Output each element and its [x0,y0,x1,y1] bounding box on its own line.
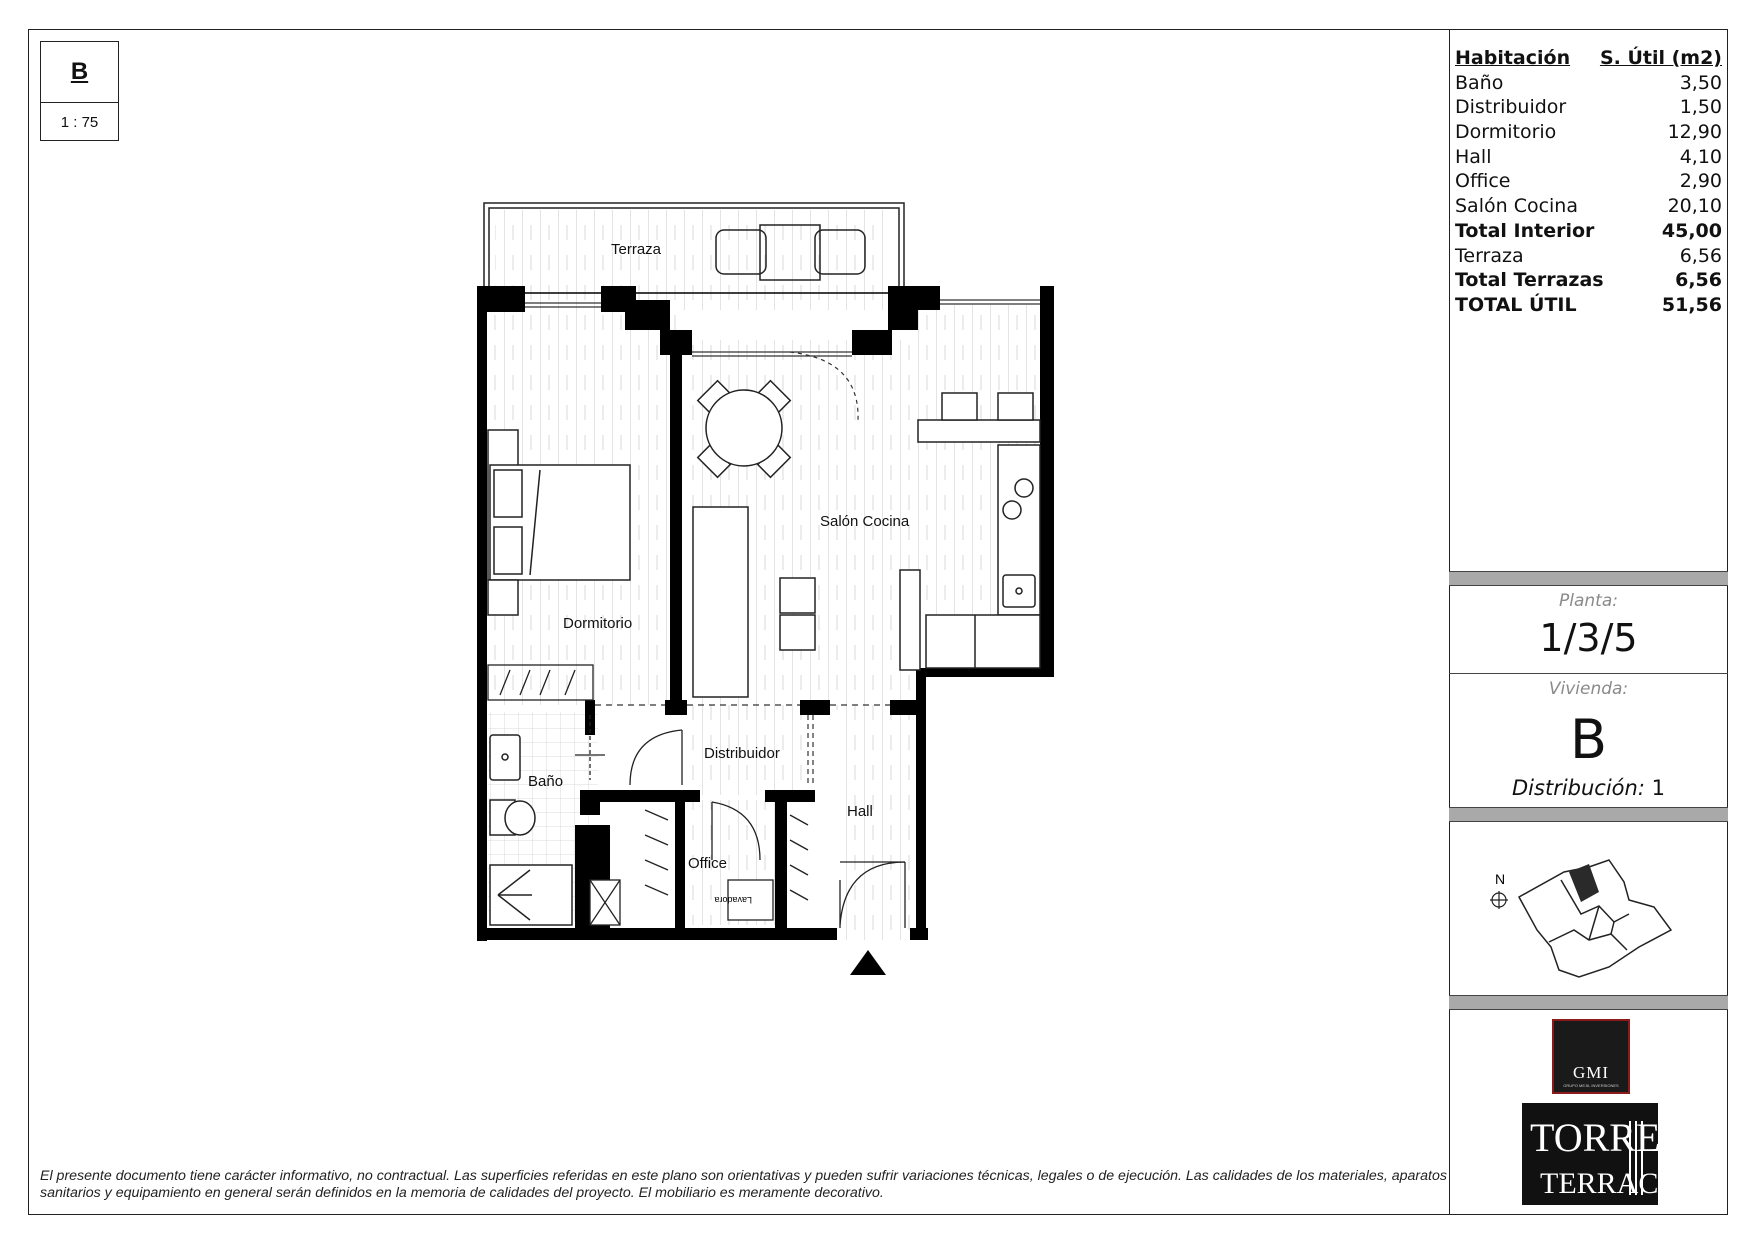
room-name: Total Terrazas [1455,269,1604,292]
header-area: S. Útil (m2) [1599,47,1722,69]
vivienda-caption: Vivienda: [1548,679,1629,699]
logo-line-torre: TORRE [1530,1115,1661,1160]
room-area: 4,10 [1679,145,1722,168]
table-row [1455,95,1722,120]
label-hall: Hall [847,803,873,820]
north-label: N [1495,871,1506,887]
gmi-logo [1552,1019,1630,1094]
table-row [1455,145,1722,170]
room-name: Distribuidor [1455,96,1567,119]
room-area: 1,50 [1679,96,1722,119]
distribucion-value: 1 [1651,776,1665,800]
room-area: 20,10 [1667,195,1722,218]
distribucion-line [1449,776,1728,800]
table-row [1455,169,1722,194]
room-area: 12,90 [1667,121,1722,144]
room-area: 45,00 [1661,219,1722,242]
divider-band [1449,807,1728,822]
building-outline [1519,860,1671,977]
room-name: Terraza [1455,244,1524,267]
gmi-logo-text: GMI [1572,1063,1610,1082]
torre-terrace-logo [1522,1103,1677,1205]
room-area: 51,56 [1661,293,1722,316]
gmi-logo-subtext: GRUPO MEJIL INVERSIONES [1563,1083,1619,1088]
label-bano: Baño [528,773,564,790]
label-distribuidor: Distribuidor [704,745,780,762]
label-salon-cocina: Salón Cocina [820,513,910,530]
table-row-total [1455,219,1722,244]
label-dormitorio: Dormitorio [563,615,633,632]
header-room: Habitación [1455,47,1571,69]
room-name: Salón Cocina [1455,195,1578,218]
room-area: 2,90 [1679,170,1722,193]
area-table [1455,46,1722,318]
area-table-header [1455,46,1722,71]
planta-caption: Planta: [1559,591,1618,611]
table-row [1455,71,1722,96]
label-lavadora: Lavadora [714,895,752,905]
room-name: Total Interior [1455,219,1595,242]
room-name: Office [1455,170,1511,193]
table-row [1455,244,1722,269]
vivienda-value: B [1569,708,1608,771]
table-row-total [1455,268,1722,293]
dining-table [698,381,791,478]
label-terraza: Terraza [611,241,662,258]
room-area: 6,56 [1675,269,1722,292]
room-area: 6,56 [1679,244,1722,267]
divider-line [1449,673,1728,674]
table-row-total [1455,293,1722,318]
plan-scale: 1 : 75 [60,113,99,131]
label-office: Office [688,855,727,872]
table-row [1455,120,1722,145]
legal-disclaimer: El presente documento tiene carácter informativo, no contractual. Las superficies referidas en este plano son orientativas y pueden sufrir variaciones técnicas, legales o de ejecución. Las calidades de los materiales, aparatos sanitarios y equipamiento en general serán definidos en la memoria de calidades del proyecto. El mobiliario es meramente decorativo. [40,1168,1447,1201]
divider-band [1449,995,1728,1010]
logo-line-terrace: TERRACE [1540,1167,1677,1200]
north-icon [1490,891,1508,909]
room-name: Hall [1455,145,1492,168]
entrance-arrow-icon [850,950,886,975]
table-row [1455,194,1722,219]
divider-band [1449,571,1728,586]
room-name: Dormitorio [1455,121,1557,144]
unit-letter: B [41,42,118,103]
key-plan [1449,822,1728,995]
distribucion-label: Distribución: [1512,776,1645,800]
room-name: TOTAL ÚTIL [1455,293,1577,316]
room-name: Baño [1455,71,1504,94]
room-area: 3,50 [1679,71,1722,94]
planta-value: 1/3/5 [1539,616,1638,660]
